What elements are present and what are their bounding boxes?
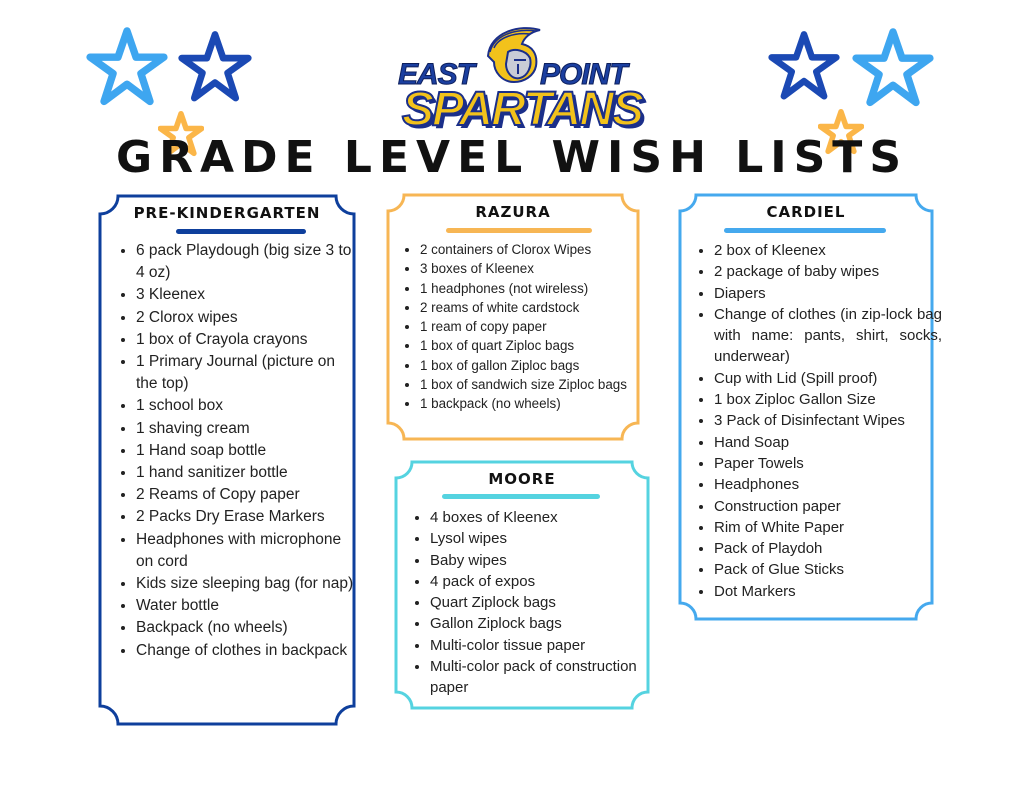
list-item: • Gallon Ziplock bags [430,613,652,634]
list-item: • Water bottle [136,595,358,617]
card-prekindergarten [98,194,356,726]
list-item: • Pack of Playdoh [714,538,942,559]
list-item: • 2 Clorox wipes [136,307,358,329]
list-item: • 1 headphones (not wireless) [420,279,646,298]
list-item: • Quart Ziplock bags [430,592,652,613]
list-item: • 1 ream of copy paper [420,317,646,336]
list-item: • Cup with Lid (Spill proof) [714,368,942,389]
list-item: • 2 reams of white cardstock [420,298,646,317]
wish-list [400,240,646,414]
wish-list [116,240,358,662]
logo-word-point: POINT [540,58,627,91]
card-title: PRE-KINDERGARTEN [133,204,321,222]
logo-word-spartans: SPARTANS [401,83,643,136]
card-razura [386,193,640,441]
brush-underline [724,228,886,233]
list-item: • Paper Towels [714,453,942,474]
spartan-helmet-icon [480,22,548,84]
logo-word-east: EAST [398,58,475,91]
star-icon [86,26,168,108]
wish-list [694,240,942,602]
list-item: • Baby wipes [430,550,652,571]
list-item: • 1 box of Crayola crayons [136,329,358,351]
card-moore [394,460,650,710]
star-icon [176,30,254,104]
list-item: • 1 box Ziploc Gallon Size [714,389,942,410]
list-item: • 3 Kleenex [136,284,358,306]
list-item: • Change of clothes (in zip-lock bag with name: pants, shirt, socks, underwear) [714,304,942,368]
list-item: • Headphones with microphone on cord [136,529,358,573]
card-cardiel [678,193,942,621]
list-item: • Lysol wipes [430,528,652,549]
list-item: • 2 package of baby wipes [714,261,942,282]
list-item: • 1 Hand soap bottle [136,440,358,462]
list-item: • 1 hand sanitizer bottle [136,462,358,484]
list-item: • 6 pack Playdough (big size 3 to 4 oz) [136,240,358,284]
list-item: • 1 box of gallon Ziploc bags [420,356,646,375]
list-item: • Rim of White Paper [714,517,942,538]
list-item: • Dot Markers [714,581,942,602]
brush-underline [446,228,592,233]
list-item: • Backpack (no wheels) [136,617,358,639]
list-item: • Pack of Glue Sticks [714,559,942,580]
list-item: • 1 backpack (no wheels) [420,394,646,413]
list-item: • 1 shaving cream [136,418,358,440]
list-item: • Multi-color tissue paper [430,635,652,656]
list-item: • Multi-color pack of construction paper [430,656,652,699]
star-icon [766,30,842,102]
list-item: • 1 box of quart Ziploc bags [420,336,646,355]
page-title: GRADE LEVEL WISH LISTS [115,132,909,183]
list-item: • 4 boxes of Kleenex [430,507,652,528]
list-item: • 1 Primary Journal (picture on the top) [136,351,358,395]
card-title: RAZURA [475,203,551,221]
list-item: • 2 containers of Clorox Wipes [420,240,646,259]
list-item: • 2 Reams of Copy paper [136,484,358,506]
list-item: • 3 Pack of Disinfectant Wipes [714,410,942,431]
list-item: • 4 pack of expos [430,571,652,592]
list-item: • Construction paper [714,496,942,517]
card-title: CARDIEL [766,203,846,221]
list-item: • Diapers [714,283,942,304]
wish-list [410,507,652,699]
list-item: • 3 boxes of Kleenex [420,259,646,278]
list-item: • Kids size sleeping bag (for nap) [136,573,358,595]
star-icon [852,26,934,110]
list-item: • 2 Packs Dry Erase Markers [136,506,358,528]
list-item: • 2 box of Kleenex [714,240,942,261]
brush-underline [176,229,306,234]
list-item: • 1 box of sandwich size Ziploc bags [420,375,646,394]
list-item: • 1 school box [136,395,358,417]
school-logo [372,22,672,136]
list-item: • Headphones [714,474,942,495]
brush-underline [442,494,600,499]
card-title: MOORE [488,470,556,488]
list-item: • Change of clothes in backpack [136,640,358,662]
list-item: • Hand Soap [714,432,942,453]
